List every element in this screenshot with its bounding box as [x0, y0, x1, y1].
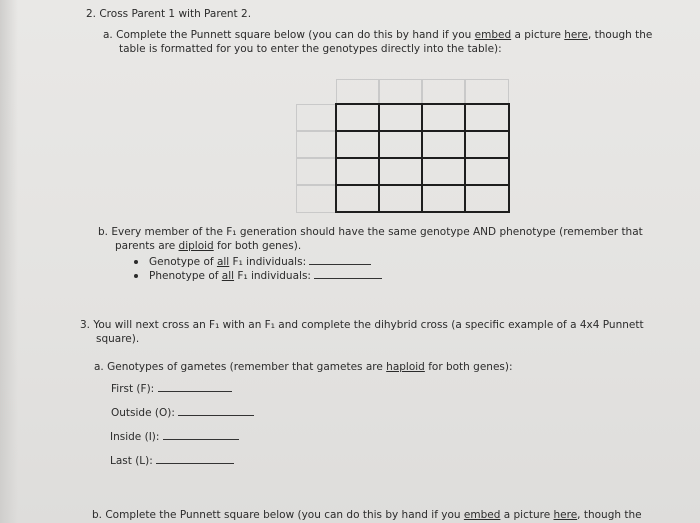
- first-row: [111, 381, 232, 396]
- q2b-text-2: for both genes).: [213, 240, 302, 252]
- all-text: all: [221, 270, 235, 282]
- last-row: [110, 453, 234, 468]
- q3a-text-2: for both genes):: [424, 361, 513, 373]
- genotype-text-2: F₁ individuals:: [229, 256, 307, 268]
- phenotype-text-2: F₁ individuals:: [234, 270, 311, 282]
- all-text: all: [216, 256, 230, 268]
- page-shadow: [0, 0, 18, 523]
- phenotype-text-1: Phenotype of: [149, 270, 222, 282]
- punnett-header-cell[interactable]: [465, 79, 509, 104]
- diploid-link[interactable]: diploid: [178, 240, 214, 252]
- bullet-icon: [134, 274, 138, 278]
- q2a-text-2: a picture: [511, 29, 565, 41]
- punnett-header-cell[interactable]: [422, 79, 465, 104]
- haploid-link[interactable]: haploid: [386, 361, 425, 373]
- punnett-row-header-cell[interactable]: [296, 158, 336, 185]
- phenotype-answer-field[interactable]: [314, 268, 382, 279]
- q3a-line: [94, 360, 513, 374]
- here-link[interactable]: here: [553, 509, 578, 521]
- outside-label: Outside (O):: [111, 407, 175, 419]
- punnett-corner-cell[interactable]: [296, 79, 336, 104]
- q2a-line2: table is formatted for you to enter the genotypes directly into the table):: [119, 43, 502, 55]
- genotype-text-1: Genotype of: [149, 256, 217, 268]
- first-answer-field[interactable]: [158, 381, 232, 392]
- punnett-header-cell[interactable]: [336, 79, 379, 104]
- inside-label: Inside (I):: [110, 431, 160, 443]
- punnett-header-cell[interactable]: [379, 79, 422, 104]
- phenotype-line: [149, 268, 382, 283]
- last-answer-field[interactable]: [156, 453, 234, 464]
- q3b-text-1: b. Complete the Punnett square below (you can do this by hand if you: [92, 509, 464, 521]
- q2b-line2: [115, 239, 301, 253]
- embed-link[interactable]: embed: [474, 29, 512, 41]
- q2a-text-3: , though the: [587, 29, 653, 41]
- first-label: First (F):: [111, 383, 155, 395]
- outside-answer-field[interactable]: [178, 405, 254, 416]
- punnett-body: [335, 103, 510, 213]
- inside-answer-field[interactable]: [163, 429, 239, 440]
- last-label: Last (L):: [110, 455, 153, 467]
- bullet-icon: [134, 260, 138, 264]
- q2-title: 2. Cross Parent 1 with Parent 2.: [86, 8, 252, 20]
- q3b-text-3: , though the: [577, 509, 642, 521]
- q3b-line: [92, 508, 642, 522]
- inside-row: [110, 429, 239, 444]
- q3a-text-1: a. Genotypes of gametes (remember that gametes are: [94, 361, 387, 373]
- embed-link[interactable]: embed: [463, 509, 501, 521]
- q2a-text-1: a. Complete the Punnett square below (you can do this by hand if you: [103, 29, 475, 41]
- q2b-line1: b. Every member of the F₁ generation should have the same genotype AND phenotype (remember that: [98, 226, 643, 238]
- q2b-text-1: parents are: [115, 240, 179, 252]
- q2a-line1: [103, 28, 652, 42]
- punnett-row-header-cell[interactable]: [296, 104, 336, 131]
- punnett-row-header-cell[interactable]: [296, 131, 336, 158]
- outside-row: [111, 405, 254, 420]
- q3-line2: square).: [96, 333, 140, 345]
- q3-line1: 3. You will next cross an F₁ with an F₁ and complete the dihybrid cross (a specific example of a 4x4 Punnett: [80, 319, 644, 331]
- punnett-square[interactable]: [296, 79, 510, 213]
- here-link[interactable]: here: [564, 29, 588, 41]
- genotype-answer-field[interactable]: [309, 254, 371, 265]
- punnett-row-header-cell[interactable]: [296, 185, 336, 213]
- q3b-text-2: a picture: [500, 509, 554, 521]
- genotype-line: [149, 254, 371, 269]
